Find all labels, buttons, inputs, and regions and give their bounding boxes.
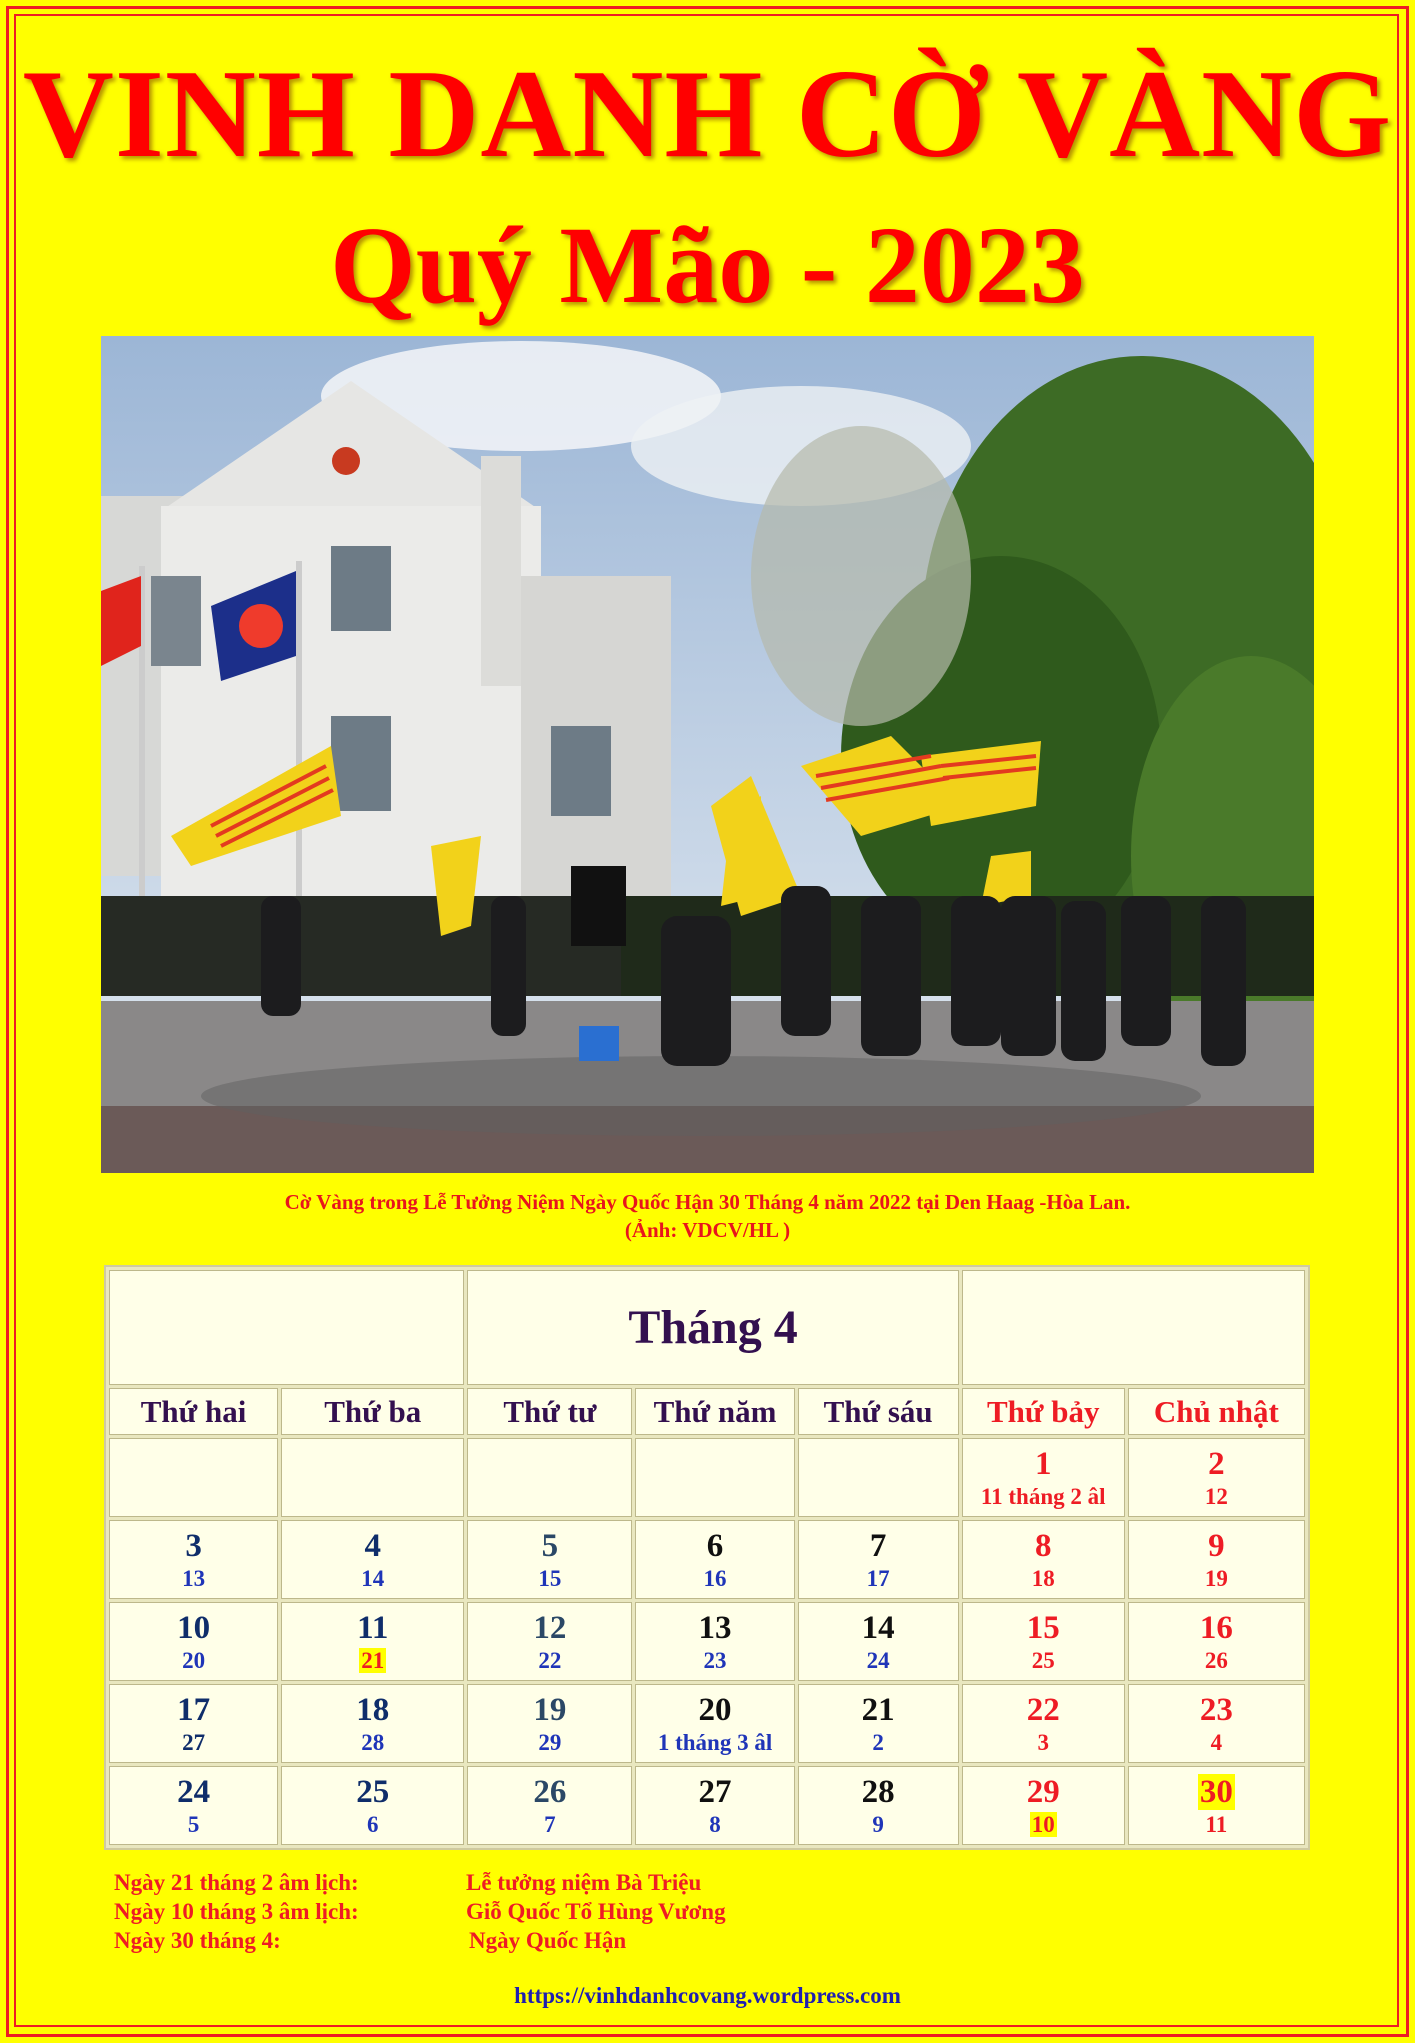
solar-date: 23 (1199, 1691, 1233, 1728)
solar-date: 8 (1034, 1527, 1052, 1564)
day-cell (798, 1520, 959, 1599)
day-cell (635, 1520, 794, 1599)
website-link[interactable]: https://vinhdanhcovang.wordpress.com (514, 1983, 901, 2008)
solar-date: 20 (698, 1691, 732, 1728)
note-row (114, 1897, 814, 1926)
day-cell (467, 1520, 632, 1599)
day-cell (798, 1684, 959, 1763)
header-blank-right (962, 1270, 1305, 1385)
solar-date: 22 (1026, 1691, 1060, 1728)
note-event: Lễ tưởng niệm Bà Triệu (466, 1870, 702, 1895)
weekday-sun: Chủ nhật (1128, 1388, 1305, 1435)
lunar-date: 22 (538, 1647, 562, 1673)
note-row (114, 1868, 814, 1897)
lunar-date: 29 (538, 1729, 562, 1755)
solar-date: 27 (698, 1773, 732, 1810)
lunar-date: 6 (367, 1811, 379, 1837)
lunar-date: 2 (872, 1729, 884, 1755)
solar-date: 5 (541, 1527, 559, 1564)
solar-date: 19 (533, 1691, 567, 1728)
day-cell (962, 1766, 1125, 1845)
week-row-1 (109, 1438, 1305, 1517)
solar-date: 12 (533, 1609, 567, 1646)
day-cell (962, 1602, 1125, 1681)
week-row-3 (109, 1602, 1305, 1681)
day-cell (1128, 1438, 1305, 1517)
lunar-date: 17 (866, 1565, 890, 1591)
solar-date: 14 (861, 1609, 895, 1646)
lunar-date: 1 tháng 3 âl (657, 1729, 773, 1755)
day-cell (1128, 1602, 1305, 1681)
lunar-date: 9 (872, 1811, 884, 1837)
lunar-date: 7 (544, 1811, 556, 1837)
weekday-sat: Thứ bảy (962, 1388, 1125, 1435)
lunar-date: 24 (866, 1647, 890, 1673)
weekday-fri: Thứ sáu (798, 1388, 959, 1435)
day-cell (962, 1438, 1125, 1517)
day-cell (281, 1438, 464, 1517)
solar-date: 13 (698, 1609, 732, 1646)
month-title-cell (467, 1270, 958, 1385)
lunar-date: 15 (538, 1565, 562, 1591)
week-row-5 (109, 1766, 1305, 1845)
solar-date: 2 (1208, 1445, 1225, 1482)
weekday-row (109, 1388, 1305, 1435)
lunar-date: 11 tháng 2 âl (980, 1483, 1106, 1509)
lunar-date: 18 (1031, 1565, 1055, 1591)
day-cell (1128, 1684, 1305, 1763)
week-row-2 (109, 1520, 1305, 1599)
day-cell (798, 1438, 959, 1517)
week-row-4 (109, 1684, 1305, 1763)
weekday-tue: Thứ ba (281, 1388, 464, 1435)
month-title: Tháng 4 (628, 1301, 798, 1354)
solar-date: 29 (1026, 1773, 1060, 1810)
day-cell (962, 1520, 1125, 1599)
day-cell (109, 1684, 278, 1763)
note-event: Ngày Quốc Hận (469, 1928, 627, 1953)
lunar-date: 8 (709, 1811, 721, 1837)
solar-date: 11 (357, 1609, 389, 1646)
day-cell (109, 1602, 278, 1681)
solar-date: 6 (706, 1527, 724, 1564)
day-cell (467, 1684, 632, 1763)
note-date: Ngày 21 tháng 2 âm lịch: (114, 1870, 359, 1895)
day-cell (109, 1520, 278, 1599)
solar-date: 24 (177, 1773, 211, 1810)
lunar-date: 12 (1204, 1483, 1228, 1509)
day-cell (635, 1602, 794, 1681)
day-cell (1128, 1766, 1305, 1845)
solar-date: 4 (364, 1527, 381, 1564)
note-row (114, 1926, 814, 1955)
holiday-notes (114, 1868, 814, 1955)
day-cell (635, 1684, 794, 1763)
weekday-thu: Thứ năm (635, 1388, 794, 1435)
day-cell (281, 1766, 464, 1845)
solar-date: 17 (177, 1691, 211, 1728)
lunar-date: 26 (1204, 1647, 1228, 1673)
calendar-header-row (109, 1270, 1305, 1385)
lunar-date: 19 (1204, 1565, 1228, 1591)
solar-date-highlighted: 30 (1199, 1773, 1233, 1810)
solar-date: 18 (356, 1691, 390, 1728)
lunar-date: 14 (361, 1565, 385, 1591)
lunar-date-highlighted: 10 (1031, 1811, 1055, 1837)
header-blank-left (109, 1270, 464, 1385)
day-cell (281, 1684, 464, 1763)
lunar-date: 16 (703, 1565, 727, 1591)
lunar-date: 5 (187, 1811, 200, 1837)
photo-caption: Cờ Vàng trong Lễ Tưởng Niệm Ngày Quốc Hận 30 Tháng 4 năm 2022 tại Den Haag -Hòa Lan. (284, 1190, 1131, 1214)
lunar-date-highlighted: 21 (361, 1647, 385, 1673)
day-cell (635, 1438, 794, 1517)
solar-date: 15 (1026, 1609, 1060, 1646)
title-line-1: VINH DANH CỜ VÀNG (22, 45, 1393, 184)
solar-date: 21 (861, 1691, 895, 1728)
event-photo (101, 336, 1314, 1173)
lunar-date: 25 (1031, 1647, 1055, 1673)
day-cell (962, 1684, 1125, 1763)
solar-date: 1 (1034, 1445, 1052, 1482)
weekday-mon: Thứ hai (109, 1388, 278, 1435)
day-cell (467, 1602, 632, 1681)
solar-date: 28 (861, 1773, 895, 1810)
title-line-2: Quý Mão - 2023 (330, 204, 1085, 326)
day-cell (281, 1520, 464, 1599)
lunar-date: 11 (1205, 1811, 1228, 1837)
day-cell (281, 1602, 464, 1681)
day-cell (467, 1438, 632, 1517)
lunar-date: 28 (361, 1729, 385, 1755)
note-date: Ngày 10 tháng 3 âm lịch: (114, 1899, 359, 1924)
solar-date: 26 (533, 1773, 567, 1810)
lunar-date: 23 (703, 1647, 727, 1673)
day-cell (467, 1766, 632, 1845)
weekday-wed: Thứ tư (467, 1388, 632, 1435)
day-cell (109, 1438, 278, 1517)
day-cell (798, 1766, 959, 1845)
note-event: Giỗ Quốc Tổ Hùng Vương (466, 1899, 726, 1924)
lunar-date: 20 (182, 1647, 206, 1673)
solar-date: 10 (177, 1609, 211, 1646)
day-cell (1128, 1520, 1305, 1599)
solar-date: 7 (869, 1527, 887, 1564)
lunar-date: 13 (182, 1565, 206, 1591)
lunar-date: 3 (1037, 1729, 1049, 1755)
day-cell (635, 1766, 794, 1845)
solar-date: 25 (356, 1773, 390, 1810)
lunar-date: 27 (182, 1729, 206, 1755)
day-cell (798, 1602, 959, 1681)
solar-date: 3 (185, 1527, 202, 1564)
solar-date: 16 (1199, 1609, 1233, 1646)
solar-date: 9 (1208, 1527, 1225, 1564)
lunar-date: 4 (1210, 1729, 1223, 1755)
calendar-table (104, 1265, 1310, 1850)
day-cell (109, 1766, 278, 1845)
note-date: Ngày 30 tháng 4: (114, 1928, 281, 1953)
photo-credit: (Ảnh: VDCV/HL ) (624, 1218, 791, 1242)
